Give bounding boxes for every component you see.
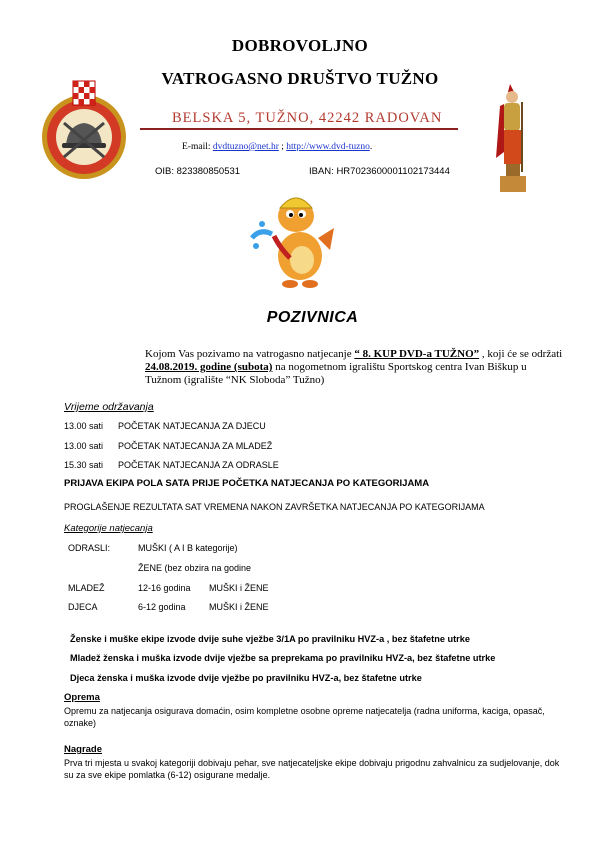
category-gender: MUŠKI i ŽENE bbox=[209, 602, 269, 612]
schedule-row bbox=[64, 421, 266, 431]
awards-heading: Nagrade bbox=[64, 744, 103, 755]
rule-line: Mladež ženska i muška izvode dvije vježbe sa preprekama po pravilniku HVZ-a, bez štafetne utrke bbox=[70, 653, 496, 663]
invitation-title: POZIVNICA bbox=[266, 309, 359, 326]
schedule-time: 15.30 sati bbox=[64, 460, 104, 470]
contact-line bbox=[182, 142, 372, 152]
emblem-icon bbox=[40, 79, 128, 183]
contact-separator: ; bbox=[278, 142, 287, 152]
schedule-text: POČETAK NATJECANJA ZA DJECU bbox=[118, 421, 266, 431]
schedule-time: 13.00 sati bbox=[64, 421, 104, 431]
intro-event-date: 24.08.2019. godine (subota) bbox=[145, 361, 273, 373]
header-divider bbox=[140, 128, 458, 130]
rule-line: Djeca ženska i muška izvode dvije vježbe po pravilniku HVZ-a, bez štafetne utrke bbox=[70, 673, 422, 683]
category-group: DJECA bbox=[68, 602, 98, 612]
contact-end: . bbox=[369, 142, 373, 152]
schedule-time: 13.00 sati bbox=[64, 441, 104, 451]
org-title-line2: VATROGASNO DRUŠTVO TUŽNO bbox=[161, 69, 439, 88]
category-group: MLADEŽ bbox=[68, 583, 105, 593]
intro-text-3: na nogometnom igralištu Sportskog centra Ivan Biškup u Tužnom (igralište “NK Sloboda” Tužno) bbox=[145, 361, 527, 386]
org-address: BELSKA 5, TUŽNO, 42242 RADOVAN bbox=[172, 110, 443, 126]
category-detail: MUŠKI ( A I B kategorije) bbox=[138, 543, 238, 553]
schedule-text: POČETAK NATJECANJA ZA MLADEŽ bbox=[118, 441, 273, 451]
fire-brigade-emblem bbox=[40, 79, 128, 183]
dragon-firefighter-icon bbox=[250, 188, 336, 292]
category-gender: MUŠKI i ŽENE bbox=[209, 583, 269, 593]
equipment-heading: Oprema bbox=[64, 692, 100, 703]
awards-text: Prva tri mjesta u svakoj kategoriji dobivaju pehar, sve natjecateljske ekipe dobivaju prigodnu zahvalnicu za sudjelovanje, dok su za sve ekipe pomlatka (6-12) osigurane medalje. bbox=[64, 758, 560, 780]
registration-note: PRIJAVA EKIPA POLA SATA PRIJE POČETKA NATJECANJA PO KATEGORIJAMA bbox=[64, 478, 430, 489]
schedule-heading: Vrijeme održavanja bbox=[64, 401, 154, 413]
saint-statue-image bbox=[492, 82, 534, 194]
invitation-intro bbox=[145, 348, 565, 387]
intro-event-name: “ 8. KUP DVD-a TUŽNO” bbox=[354, 348, 480, 360]
iban-number: IBAN: HR7023600001102173444 bbox=[309, 166, 450, 177]
category-detail: 6-12 godina bbox=[138, 602, 186, 612]
org-title-line1: DOBROVOLJNO bbox=[231, 36, 369, 55]
category-group: ODRASLI: bbox=[68, 543, 111, 553]
website-link[interactable]: http://www.dvd-tuzno bbox=[286, 142, 370, 152]
schedule-row bbox=[64, 460, 279, 470]
category-detail: ŽENE (bez obzira na godine bbox=[138, 563, 252, 573]
email-label: E-mail: bbox=[182, 142, 213, 152]
equipment-text: Opremu za natjecanja osigurava domaćin, osim kompletne osobne opreme natjecatelja (radna uniforma, kaciga, opasač, oznake) bbox=[64, 706, 545, 728]
intro-text-1: Kojom Vas pozivamo na vatrogasno natjecanje bbox=[145, 348, 355, 360]
schedule-row bbox=[64, 441, 273, 451]
rule-line: Ženske i muške ekipe izvode dvije suhe vježbe 3/1A po pravilniku HVZ-a , bez štafetne utrke bbox=[70, 634, 470, 644]
category-detail: 12-16 godina bbox=[138, 583, 191, 593]
oib-number: OIB: 823380850531 bbox=[155, 166, 241, 177]
statue-icon bbox=[492, 82, 534, 194]
results-note: PROGLAŠENJE REZULTATA SAT VREMENA NAKON ZAVRŠETKA NATJECANJA PO KATEGORIJAMA bbox=[64, 502, 485, 512]
email-link[interactable]: dvdtuzno@net.hr bbox=[212, 142, 279, 152]
categories-heading: Kategorije natjecanja bbox=[64, 523, 153, 534]
schedule-text: POČETAK NATJECANJA ZA ODRASLE bbox=[118, 460, 279, 470]
intro-text-2: , koji će se održati bbox=[479, 348, 563, 360]
dragon-mascot-image bbox=[250, 188, 336, 292]
